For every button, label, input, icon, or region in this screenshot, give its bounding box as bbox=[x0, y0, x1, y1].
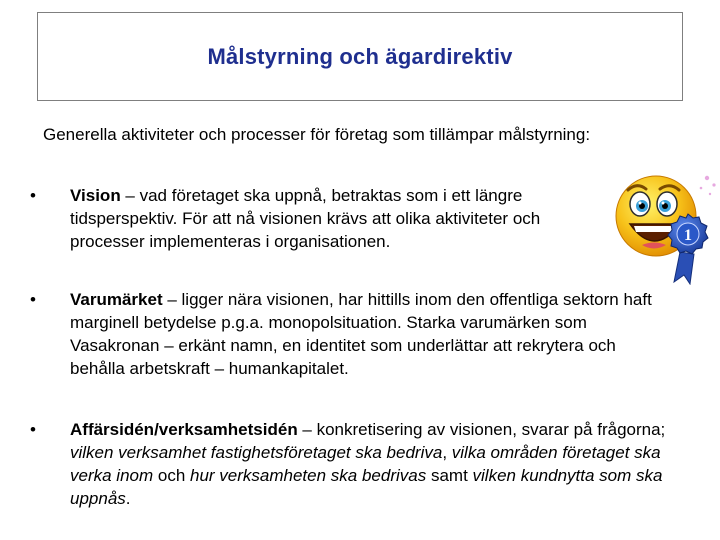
bullet-italic: vilken verksamhet fastighetsföretaget ska bedriva bbox=[70, 443, 443, 462]
bullet-text: . bbox=[125, 489, 131, 508]
bullet-text: samt bbox=[426, 466, 473, 485]
winner-smiley-icon bbox=[604, 160, 720, 285]
bullet-italic: vilken kundnytta som ska uppnås bbox=[70, 466, 663, 508]
bullet-text: – ligger nära visionen, har hittills inom den offentliga sektorn haft marginell betydelse p.g.a. monopolsituation. Starka varumärken som Vasakronan – erkänt namn, en identitet som underlättar att rekrytera och behålla arbetskraft – humankapitalet. bbox=[70, 290, 652, 378]
badge-number: 1 bbox=[684, 227, 692, 244]
bullet-text: – vad företaget ska uppnå, betraktas som i ett längre tidsperspektiv. För att nå visionen krävs att olika aktiviteter och processer implementeras i organisationen. bbox=[70, 186, 541, 251]
bullet-term: Vision bbox=[70, 186, 121, 205]
bullet-varumarket bbox=[30, 288, 670, 380]
bullet-affarside bbox=[30, 418, 695, 510]
bullet-italic: hur verksamheten ska bedrivas bbox=[190, 466, 427, 485]
bullet-term: Affärsidén/verksamhetsidén bbox=[70, 420, 298, 439]
title-box bbox=[37, 12, 683, 101]
bullet-term: Varumärket bbox=[70, 290, 163, 309]
bullet-text: och bbox=[153, 466, 190, 485]
bullet-vision bbox=[30, 184, 605, 253]
bullet-dot: • bbox=[30, 420, 36, 439]
slide-title: Målstyrning och ägardirektiv bbox=[207, 43, 513, 69]
bullet-text: – konkretisering av visionen, svarar på frågorna; bbox=[297, 420, 666, 439]
bullet-italic: vilka områden företaget ska verka inom bbox=[70, 443, 661, 485]
bullet-text: , bbox=[442, 443, 452, 462]
bullet-dot: • bbox=[30, 186, 36, 205]
intro-text: Generella aktiviteter och processer för företag som tillämpar målstyrning: bbox=[43, 125, 591, 144]
bullet-dot: • bbox=[30, 290, 36, 309]
